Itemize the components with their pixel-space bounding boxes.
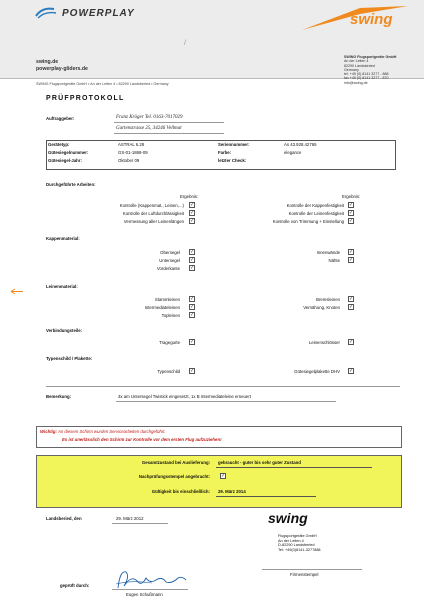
wichtig-bold: Wichtig:: [40, 429, 57, 434]
wichtig-line-1: [40, 429, 166, 434]
ort-label: Landsberied, den: [46, 516, 82, 521]
stamp-swing-logo: [268, 510, 318, 526]
leinen-left-1: Stammleinen: [154, 297, 180, 302]
arbeiten-left-3-checkbox[interactable]: ✓: [190, 218, 195, 224]
seriennummer-value: As 43.928.42765: [284, 142, 317, 147]
company-country: Germany: [344, 67, 359, 72]
leinen-right-2: Vernähung, Knoten: [303, 305, 340, 310]
leinen-right-2-checkbox[interactable]: ✓: [349, 304, 354, 310]
powerplay-wordmark: POWERPLAY: [62, 7, 135, 19]
page-title: PRÜFPROTOKOLL: [46, 95, 125, 102]
bemerkung-rule: [116, 401, 336, 402]
verbindung-right: Leinenschlösser: [308, 340, 340, 345]
sender-address-line: SWING Flugsportgeräte GmbH • An der Leiten 4 • 82290 Landsberied • Germany: [36, 82, 169, 86]
arbeiten-right-1: Kontrolle der Kappenfestigkeit: [286, 203, 344, 208]
powerplay-logo: [34, 6, 135, 20]
margin-arrow-icon: [10, 288, 24, 295]
arbeiten-left-1: Kontrolle (Kappenmat., Leinen,...): [119, 203, 184, 208]
company-tel: tel. +49 (0) 8141 3277 - 888: [344, 72, 389, 77]
guetesiegel-jahr-label: Gütesiegel-Jahr:: [48, 158, 82, 163]
bemerkung-text: 3x am Untersegel Twistick eingesetzt, 1x B Intermediateleine erneuert: [118, 394, 251, 399]
auftraggeber-label: Auftraggeber:: [46, 116, 75, 121]
farbe-label: Farbe:: [218, 150, 232, 155]
leinen-right-1: Bremsleinen: [316, 297, 340, 302]
typenschild-left-checkbox[interactable]: ✓: [190, 368, 195, 374]
leinen-right-1-checkbox[interactable]: ✓: [349, 296, 354, 302]
url-powerplay[interactable]: powerplay-gliders.de: [36, 66, 88, 72]
gueltig-value: 29. März 2014: [218, 489, 246, 494]
stamp-swing-wordmark: swing: [268, 510, 308, 526]
url-swing[interactable]: swing.de: [36, 59, 59, 65]
datum-rule: [112, 523, 168, 524]
verbindung-right-checkbox[interactable]: ✓: [349, 339, 354, 345]
bemerkung-label: Bemerkung:: [46, 394, 72, 399]
ergebnis-label-left: Ergebnis:: [180, 194, 199, 199]
arbeiten-right-3-checkbox[interactable]: ✓: [349, 218, 354, 224]
swing-logo: [300, 4, 410, 34]
kappen-right-2: Nähte: [328, 258, 340, 263]
company-name: SWING Flugsportgeräte GmbH: [344, 55, 397, 59]
stamp-tel: Tel: +49(0)8141-3277888: [278, 547, 321, 552]
kappen-left-2: Untersegel: [159, 258, 180, 263]
stamp-company: Flugsportgeräte GmbH: [278, 534, 317, 538]
company-fax: fax +49 (0) 8141 3277 - 870: [344, 76, 389, 81]
company-address-block: [344, 55, 416, 85]
wichtig-line-2: Es ist unerlässlich den Schirm zur Kontrolle vor dem ersten Flug aufzuziehen!: [62, 437, 222, 442]
company-street: An der Leiten 4: [344, 59, 369, 64]
zustand-label: Gesamtzustand bei Auslieferung:: [141, 460, 210, 465]
verbindung-left-checkbox[interactable]: ✓: [190, 339, 195, 345]
typenschild-left: Typenschild: [157, 369, 180, 374]
auftraggeber-line-1: Franz Kröger Tel. 0163-7017029: [116, 115, 183, 120]
stamp-street: An der Leiten 4: [278, 538, 304, 543]
kappen-right-1-checkbox[interactable]: ✓: [349, 249, 354, 255]
leinen-left-3-checkbox[interactable]: ✓: [190, 312, 195, 318]
dash-mark: /: [184, 40, 186, 47]
zustand-value: gebraucht - guter bis sehr guter Zustand: [218, 460, 301, 465]
verbindung-heading: Verbindungsteile:: [46, 328, 83, 333]
typenschild-right: Gütesiegelplakette DHV: [294, 369, 340, 374]
powerplay-swirl-icon: [34, 6, 58, 20]
arbeiten-right-3: Kontrolle von Trimmung + Einstellung: [272, 219, 344, 224]
geraetetyp-value: ASTRAL 6.28: [118, 142, 145, 147]
leinen-left-2-checkbox[interactable]: ✓: [190, 304, 195, 310]
arbeiten-right-2: Kontrolle der Leinenfestigkeit: [288, 211, 344, 216]
kappen-right-1: Innenwände: [316, 250, 340, 255]
auftraggeber-rule-2: [114, 133, 224, 134]
company-stamp: [278, 534, 348, 552]
geraetetyp-label: Gerätetyp:: [48, 142, 70, 147]
company-city: 82290 Landsberied: [344, 63, 375, 68]
leinen-left-1-checkbox[interactable]: ✓: [190, 296, 195, 302]
firmenstempel-rule: [262, 569, 362, 570]
leinen-left-3: Topleinen: [161, 313, 180, 318]
typenschild-heading: Typenschild / Plakette:: [46, 356, 93, 361]
guetesiegel-jahr-value: Oktober 09: [118, 158, 140, 163]
stempel-checkbox[interactable]: ✓: [221, 473, 226, 479]
gueltig-label: Gültigkeit bis einschließlich:: [151, 489, 210, 494]
kappen-heading: Kappenmaterial:: [46, 236, 80, 241]
section-divider: [46, 386, 400, 387]
kappen-left-1: Obersegel: [160, 250, 180, 255]
leinen-left-2: Intermediateleinen: [144, 305, 180, 310]
arbeiten-left-2: Kontrolle der Luftdurchlässigkeit: [122, 211, 184, 216]
geprueft-label: geprüft durch:: [60, 583, 90, 588]
arbeiten-right-2-checkbox[interactable]: ✓: [349, 210, 354, 216]
seriennummer-label: Seriennummer:: [218, 142, 250, 147]
wichtig-text-1: An diesem Schirm wurden Servicearbeiten durchgeführt.: [56, 429, 166, 434]
company-email: info@swing.de: [344, 80, 368, 85]
kappen-right-2-checkbox[interactable]: ✓: [349, 257, 354, 263]
gueltig-rule: [216, 496, 316, 497]
datum-value: 29. März 2012: [116, 516, 144, 521]
stamp-city: D-82290 Landsberied: [278, 543, 315, 548]
arbeiten-left-2-checkbox[interactable]: ✓: [190, 210, 195, 216]
guetesiegel-label: Gütesiegelnummer:: [48, 150, 89, 155]
stempel-label: Nachprüfungsstempel angebracht:: [138, 474, 210, 479]
kappen-left-2-checkbox[interactable]: ✓: [190, 257, 195, 263]
arbeiten-left-3: Vermessung aller Leinenlängen: [123, 219, 184, 224]
firmenstempel-label: Firmenstempel: [290, 572, 319, 577]
signature-rule: [112, 589, 188, 590]
kappen-left-3: Vorderkante: [156, 266, 180, 271]
kappen-left-1-checkbox[interactable]: ✓: [190, 249, 195, 255]
arbeiten-right-1-checkbox[interactable]: ✓: [349, 202, 354, 208]
guetesiegel-value: GS-01-1868-09: [118, 150, 148, 155]
swing-wordmark: swing: [350, 11, 393, 28]
auftraggeber-line-2: Gartenstrasse 25, 34246 Vellmar: [116, 126, 183, 131]
arbeiten-left-1-checkbox[interactable]: ✓: [190, 202, 195, 208]
zustand-rule: [216, 467, 372, 468]
typenschild-right-checkbox[interactable]: ✓: [349, 368, 354, 374]
arbeiten-heading: Durchgeführte Arbeiten:: [46, 182, 96, 187]
farbe-value: elegance: [284, 150, 302, 155]
leinen-heading: Leinenmaterial:: [46, 284, 78, 289]
verbindung-left: Tragegurte: [159, 340, 180, 345]
ergebnis-label-right: Ergebnis:: [342, 194, 361, 199]
inspector-name: Eugen Schußmann: [126, 592, 163, 597]
kappen-left-3-checkbox[interactable]: ✓: [190, 265, 195, 271]
letzter-check-label: letzter Check:: [218, 158, 247, 163]
signature-image: [112, 568, 188, 590]
auftraggeber-rule-1: [114, 122, 224, 123]
